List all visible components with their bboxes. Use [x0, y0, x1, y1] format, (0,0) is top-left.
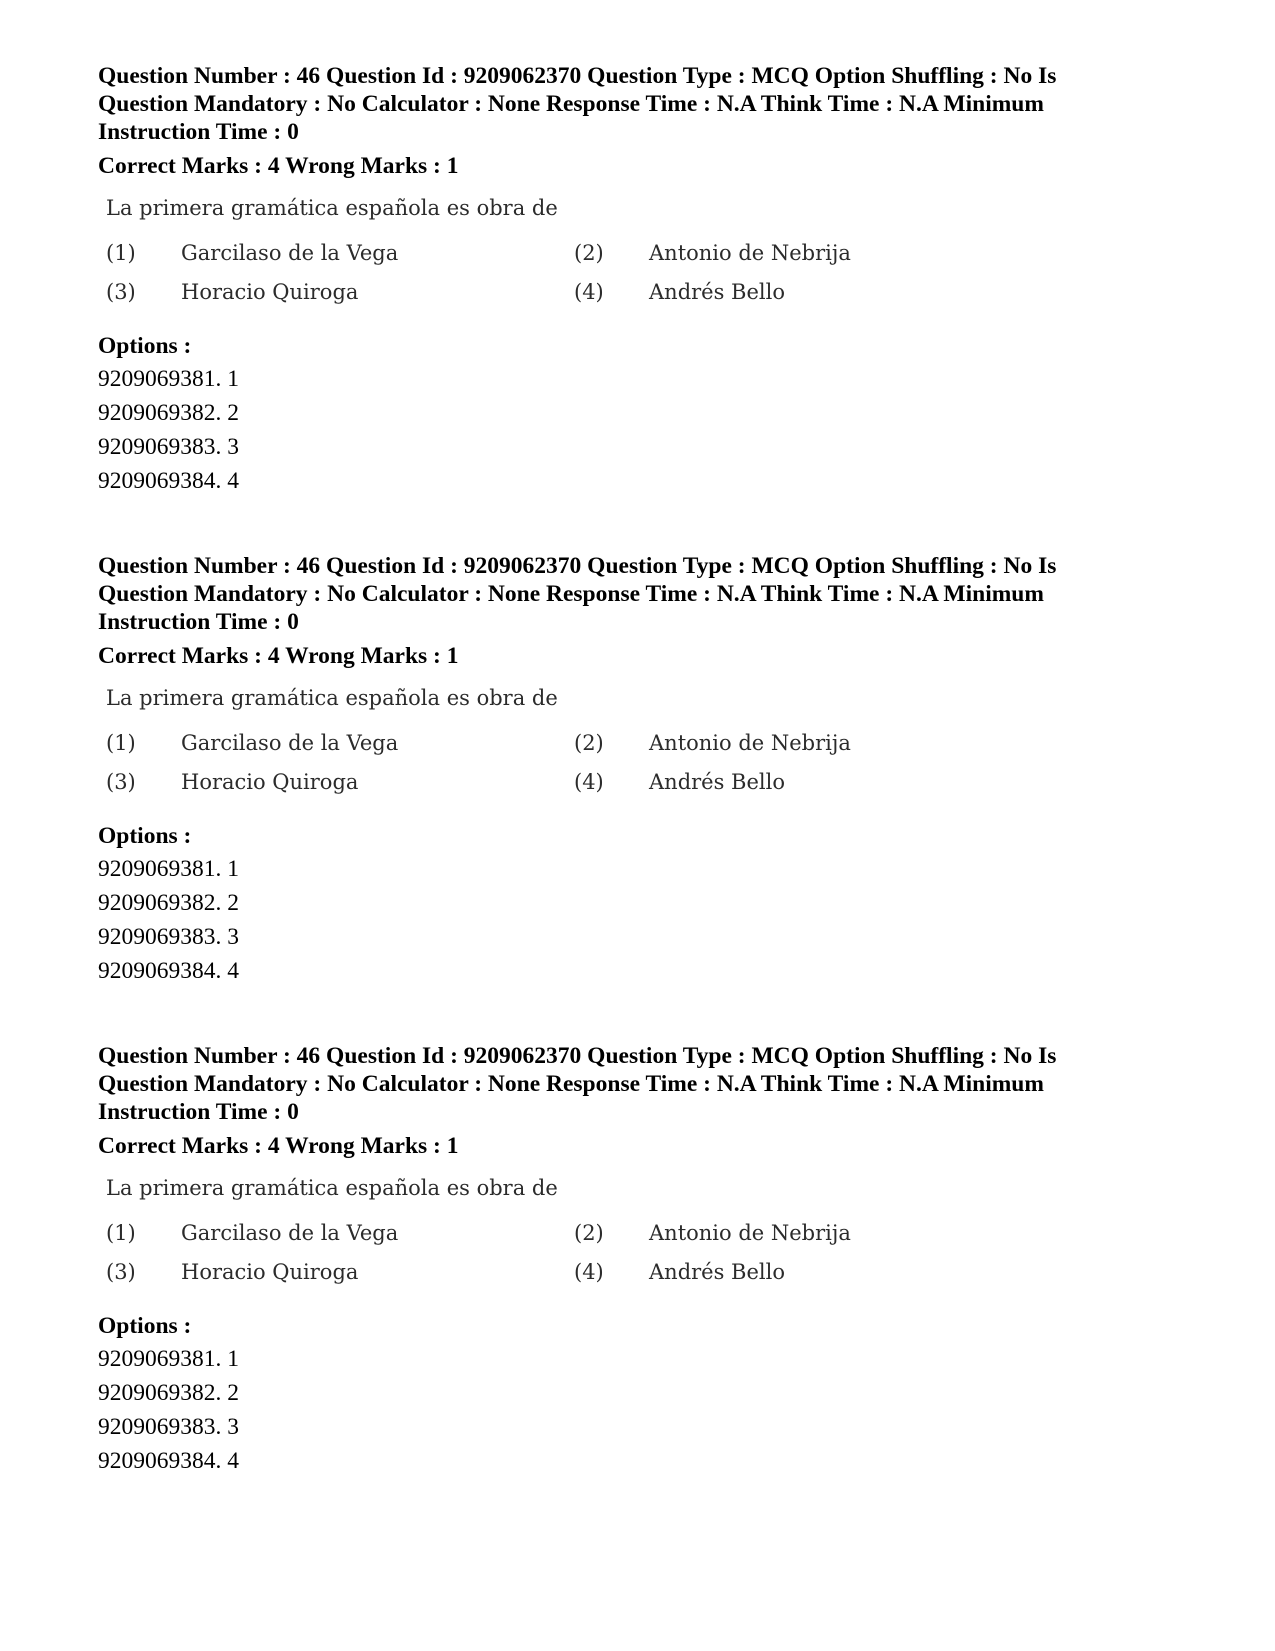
option-id: 9209069383. 3 [98, 924, 239, 950]
options-label: Options : [98, 333, 192, 359]
question-meta-line: Instruction Time : 0 [98, 119, 299, 145]
question-meta-line: Question Mandatory : No Calculator : None Response Time : N.A Think Time : N.A Minimum [98, 91, 1044, 117]
choice-grid [106, 1218, 1006, 1296]
choice-number: (4) [574, 1260, 604, 1284]
option-id: 9209069384. 4 [98, 468, 239, 494]
option-id: 9209069381. 1 [98, 856, 239, 882]
marks-line: Correct Marks : 4 Wrong Marks : 1 [98, 153, 459, 179]
choice-grid [106, 728, 1006, 806]
options-label: Options : [98, 1313, 192, 1339]
question-meta-line: Instruction Time : 0 [98, 1099, 299, 1125]
choice-text: Horacio Quiroga [181, 280, 359, 304]
choice-text: Garcilaso de la Vega [181, 731, 399, 755]
options-label: Options : [98, 823, 192, 849]
option-id: 9209069384. 4 [98, 1448, 239, 1474]
question-meta-line: Question Mandatory : No Calculator : None Response Time : N.A Think Time : N.A Minimum [98, 1071, 1044, 1097]
question-meta [98, 552, 1198, 636]
question-stem: La primera gramática española es obra de [106, 196, 558, 220]
choice-number: (3) [106, 1260, 136, 1284]
marks-line: Correct Marks : 4 Wrong Marks : 1 [98, 643, 459, 669]
option-id-list [98, 852, 1198, 988]
choice-number: (4) [574, 770, 604, 794]
question-stem: La primera gramática española es obra de [106, 686, 558, 710]
question-image [106, 193, 1006, 316]
option-id: 9209069382. 2 [98, 400, 239, 426]
choice-number: (2) [574, 241, 604, 265]
option-id: 9209069384. 4 [98, 958, 239, 984]
choice-number: (1) [106, 731, 136, 755]
choice-number: (2) [574, 731, 604, 755]
option-id: 9209069383. 3 [98, 434, 239, 460]
option-id: 9209069382. 2 [98, 890, 239, 916]
choice-text: Andrés Bello [649, 1260, 785, 1284]
question-meta-line: Question Mandatory : No Calculator : None Response Time : N.A Think Time : N.A Minimum [98, 581, 1044, 607]
choice-grid [106, 238, 1006, 316]
question-image [106, 683, 1006, 806]
question-meta [98, 62, 1198, 146]
choice-text: Antonio de Nebrija [649, 241, 851, 265]
question-block [98, 1042, 1198, 1478]
option-id: 9209069381. 1 [98, 1346, 239, 1372]
choice-text: Garcilaso de la Vega [181, 241, 399, 265]
choice-text: Antonio de Nebrija [649, 731, 851, 755]
choice-text: Horacio Quiroga [181, 1260, 359, 1284]
option-id: 9209069383. 3 [98, 1414, 239, 1440]
choice-text: Antonio de Nebrija [649, 1221, 851, 1245]
option-id-list [98, 1342, 1198, 1478]
choice-number: (2) [574, 1221, 604, 1245]
question-meta [98, 1042, 1198, 1126]
choice-text: Garcilaso de la Vega [181, 1221, 399, 1245]
option-id: 9209069382. 2 [98, 1380, 239, 1406]
question-stem: La primera gramática española es obra de [106, 1176, 558, 1200]
option-id: 9209069381. 1 [98, 366, 239, 392]
choice-number: (3) [106, 770, 136, 794]
choice-text: Andrés Bello [649, 770, 785, 794]
question-meta-line: Question Number : 46 Question Id : 9209062370 Question Type : MCQ Option Shuffling : No Is [98, 63, 1057, 89]
choice-text: Andrés Bello [649, 280, 785, 304]
choice-number: (1) [106, 1221, 136, 1245]
question-meta-line: Instruction Time : 0 [98, 609, 299, 635]
question-block [98, 62, 1198, 498]
choice-text: Horacio Quiroga [181, 770, 359, 794]
marks-line: Correct Marks : 4 Wrong Marks : 1 [98, 1133, 459, 1159]
choice-number: (3) [106, 280, 136, 304]
option-id-list [98, 362, 1198, 498]
question-meta-line: Question Number : 46 Question Id : 9209062370 Question Type : MCQ Option Shuffling : No Is [98, 553, 1057, 579]
choice-number: (4) [574, 280, 604, 304]
question-image [106, 1173, 1006, 1296]
question-block [98, 552, 1198, 988]
choice-number: (1) [106, 241, 136, 265]
question-meta-line: Question Number : 46 Question Id : 9209062370 Question Type : MCQ Option Shuffling : No Is [98, 1043, 1057, 1069]
